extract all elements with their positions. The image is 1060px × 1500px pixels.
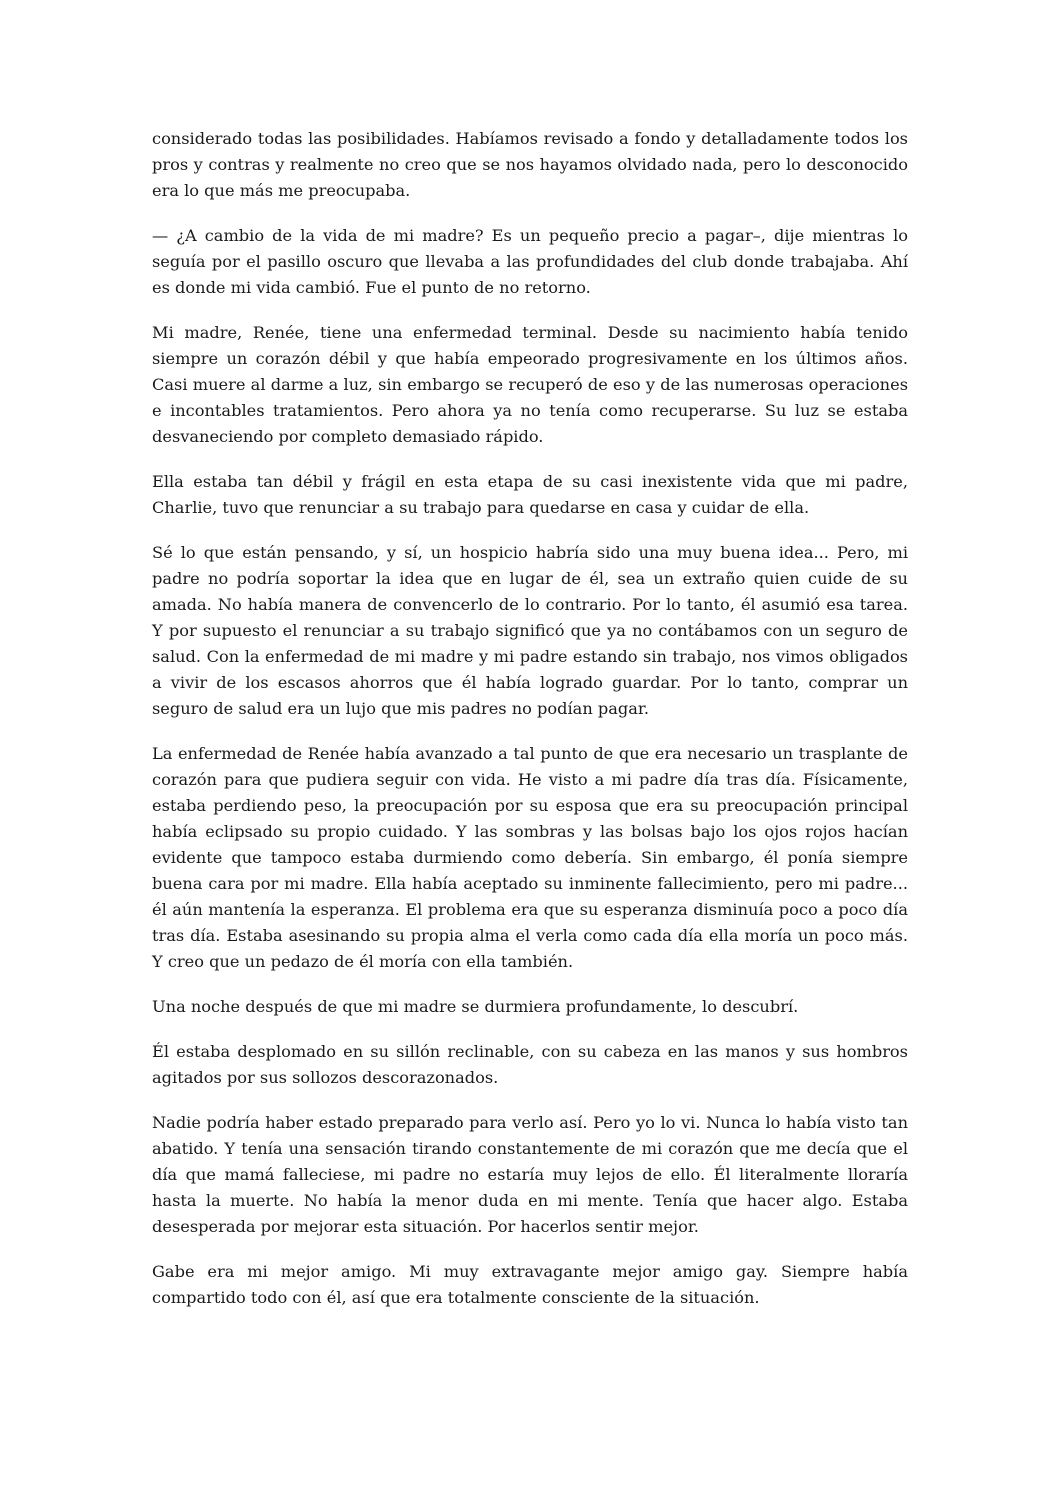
- paragraph-4: Ella estaba tan débil y frágil en esta etapa de su casi inexistente vida que mi padre, Charlie, tuvo que renunciar a su trabajo para quedarse en casa y cuidar de ella.: [152, 472, 908, 517]
- paragraph-6: La enfermedad de Renée había avanzado a tal punto de que era necesario un trasplante de corazón para que pudiera seguir con vida. He visto a mi padre día tras día. Físicamente, estaba perdiendo peso, la preocupación por su esposa que era su preocupación principal había eclipsado su propio cuidado. Y las sombras y las bolsas bajo los ojos rojos hacían evidente que tampoco estaba durmiendo como debería. Sin embargo, él ponía siempre buena cara por mi madre. Ella había aceptado su inminente fallecimiento, pero mi padre... él aún mantenía la esperanza. El problema era que su esperanza disminuía poco a poco día tras día. Estaba asesinando su propia alma el verla como cada día ella moría un poco más. Y creo que un pedazo de él moría con ella también.: [152, 744, 908, 971]
- paragraph-7: Una noche después de que mi madre se durmiera profundamente, lo descubrí.: [152, 997, 799, 1016]
- paragraph-2: — ¿A cambio de la vida de mi madre? Es un pequeño precio a pagar–, dije mientras lo seguía por el pasillo oscuro que llevaba a las profundidades del club donde trabajaba. Ahí es donde mi vida cambió. Fue el punto de no retorno.: [152, 226, 908, 297]
- paragraph-10: Gabe era mi mejor amigo. Mi muy extravagante mejor amigo gay. Siempre había compartido todo con él, así que era totalmente consciente de la situación.: [152, 1262, 908, 1307]
- paragraph-5: Sé lo que están pensando, y sí, un hospicio habría sido una muy buena idea... Pero, mi padre no podría soportar la idea que en lugar de él, sea un extraño quien cuide de su amada. No había manera de convencerlo de lo contrario. Por lo tanto, él asumió esa tarea. Y por supuesto el renunciar a su trabajo significó que ya no contábamos con un seguro de salud. Con la enfermedad de mi madre y mi padre estando sin trabajo, nos vimos obligados a vivir de los escasos ahorros que él había logrado guardar. Por lo tanto, comprar un seguro de salud era un lujo que mis padres no podían pagar.: [152, 543, 908, 718]
- paragraph-3: Mi madre, Renée, tiene una enfermedad terminal. Desde su nacimiento había tenido siempre un corazón débil y que había empeorado progresivamente en los últimos años. Casi muere al darme a luz, sin embargo se recuperó de eso y de las numerosas operaciones e incontables tratamientos. Pero ahora ya no tenía como recuperarse. Su luz se estaba desvaneciendo por completo demasiado rápido.: [152, 323, 908, 446]
- paragraph-1: considerado todas las posibilidades. Habíamos revisado a fondo y detalladamente todos los pros y contras y realmente no creo que se nos hayamos olvidado nada, pero lo desconocido era lo que más me preocupaba.: [152, 129, 908, 200]
- paragraph-9: Nadie podría haber estado preparado para verlo así. Pero yo lo vi. Nunca lo había visto tan abatido. Y tenía una sensación tirando constantemente de mi corazón que me decía que el día que mamá falleciese, mi padre no estaría muy lejos de ello. Él literalmente lloraría hasta la muerte. No había la menor duda en mi mente. Tenía que hacer algo. Estaba desesperada por mejorar esta situación. Por hacerlos sentir mejor.: [152, 1113, 908, 1236]
- paragraph-8: Él estaba desplomado en su sillón reclinable, con su cabeza en las manos y sus hombros agitados por sus sollozos descorazonados.: [152, 1042, 908, 1087]
- document-page: [152, 126, 908, 1330]
